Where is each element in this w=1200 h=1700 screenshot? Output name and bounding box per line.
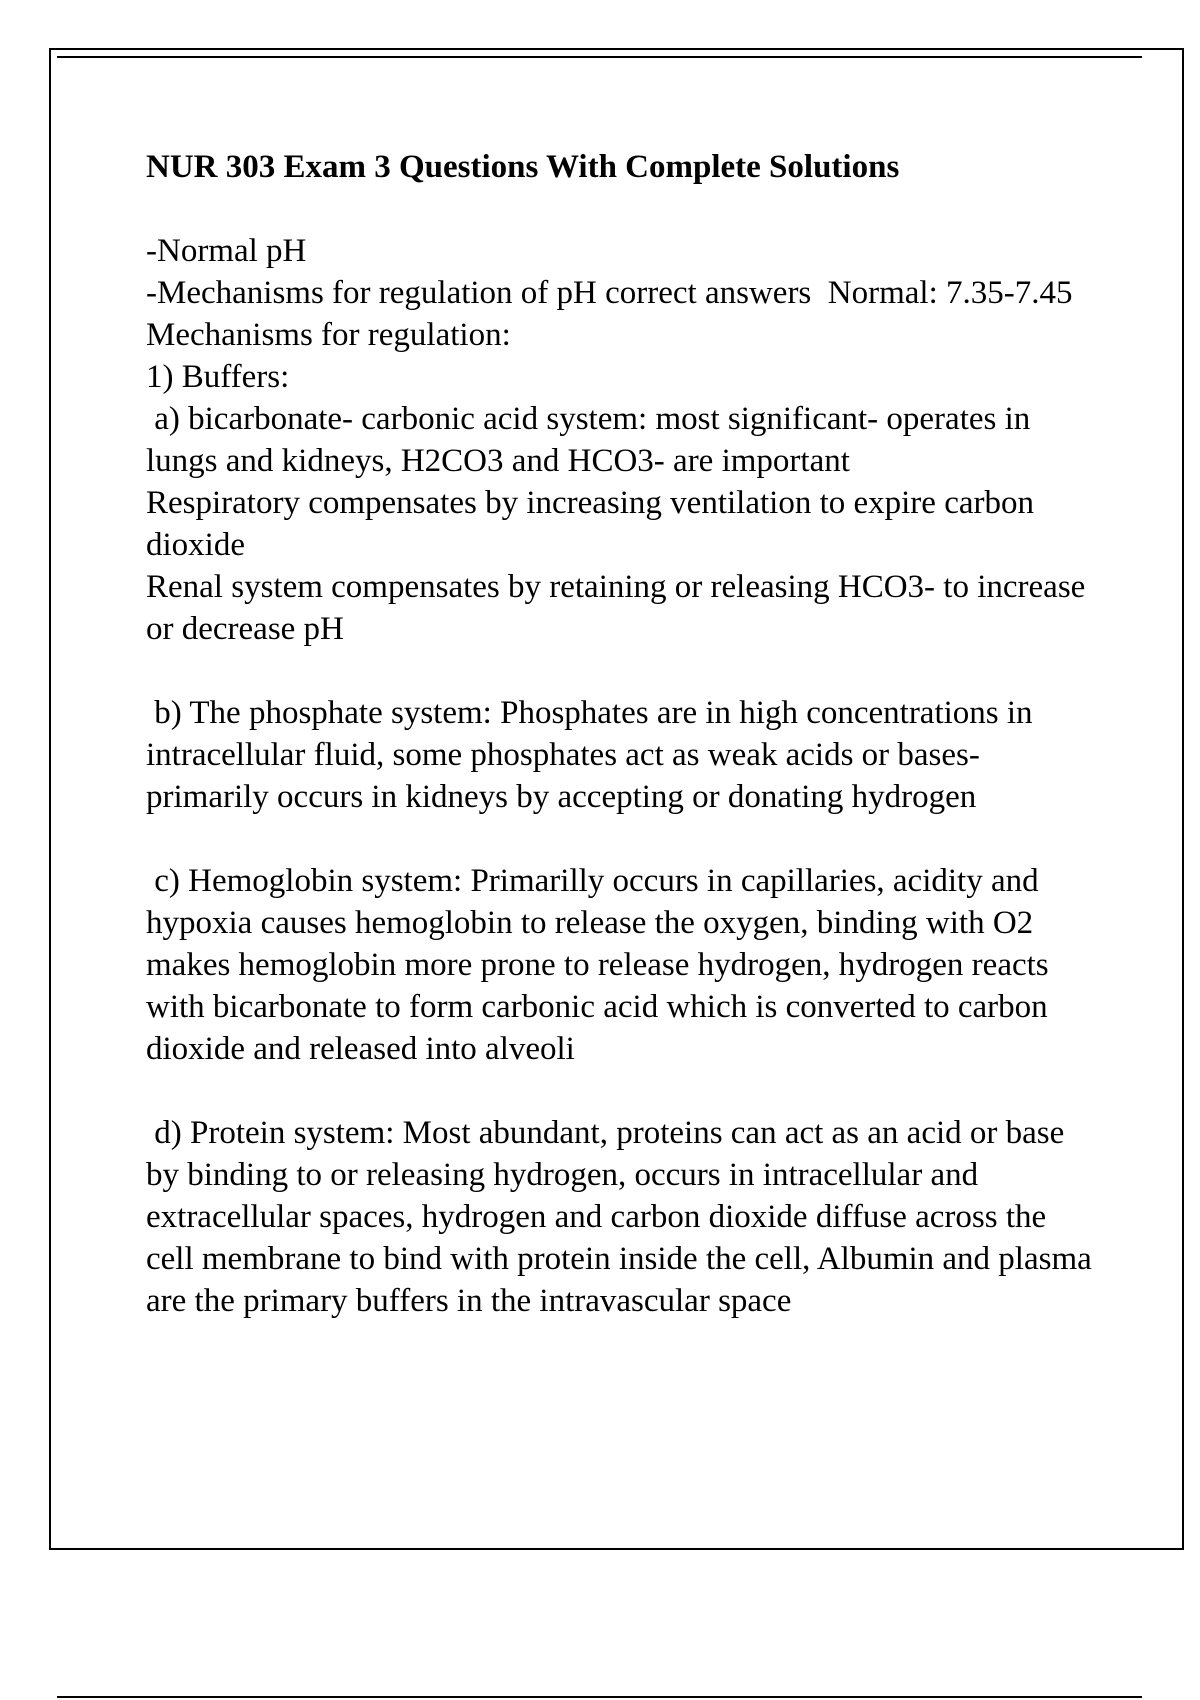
paragraph-spacer <box>146 818 1096 860</box>
protein-system-paragraph: d) Protein system: Most abundant, proteins can act as an acid or base by binding to or releasing hydrogen, occurs in intracellular and extracellular spaces, hydrogen and carbon dioxide diffuse across the cell membrane to bind with protein inside the cell, Albumin and plasma are the primary buffers in the intravascular space <box>146 1115 1101 1319</box>
document-title: NUR 303 Exam 3 Questions With Complete Solutions <box>146 149 900 185</box>
paragraph-spacer <box>146 1070 1096 1112</box>
phosphate-system-paragraph: b) The phosphate system: Phosphates are in high concentrations in intracellular fluid, some phosphates act as weak acids or bases- primarily occurs in kidneys by accepting or donating hydrogen <box>146 695 1041 815</box>
intro-paragraph: -Normal pH -Mechanisms for regulation of pH correct answers Normal: 7.35-7.45 Mechanisms for regulation: 1) Buffers: a) bicarbonate- carbonic acid system: most significant- operates in lungs and kidneys, H2CO3 and HCO3- are important Respiratory compensates by increasing ventilation to expire carbon dioxide Renal system compensates by retaining or releasing HCO3- to increase or decrease pH <box>146 233 1086 647</box>
paragraph-spacer <box>146 650 1096 692</box>
hemoglobin-system-paragraph: c) Hemoglobin system: Primarilly occurs in capillaries, acidity and hypoxia causes hemoglobin to release the oxygen, binding with O2 makes hemoglobin more prone to release hydrogen, hydrogen reacts with bicarbonate to form carbonic acid which is converted to carbon dioxide and released into alveoli <box>146 863 1057 1067</box>
top-rule-divider <box>57 56 1142 58</box>
document-body <box>146 146 1101 1322</box>
bottom-rule-divider <box>57 1696 1142 1698</box>
